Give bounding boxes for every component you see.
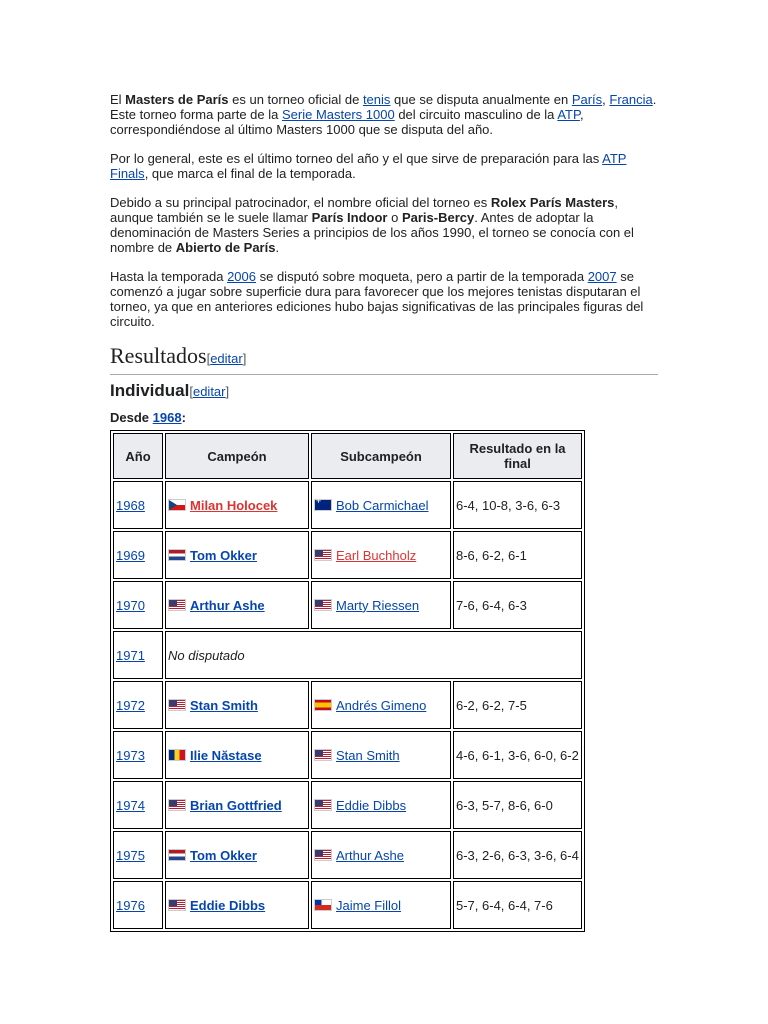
header-score: Resultado en la final xyxy=(453,433,582,479)
intro-paragraph-4 xyxy=(110,269,658,329)
table-row xyxy=(113,581,582,629)
runner-up-link[interactable]: Marty Riessen xyxy=(336,597,420,613)
score-cell: 6-3, 2-6, 6-3, 3-6, 6-4 xyxy=(453,831,582,879)
year-cell xyxy=(113,481,163,529)
runner-up-cell xyxy=(311,581,451,629)
champion-cell xyxy=(165,531,309,579)
text: es un torneo oficial de xyxy=(228,92,363,107)
year-link[interactable]: 1974 xyxy=(116,797,145,813)
header-year: Año xyxy=(113,433,163,479)
score-cell: 8-6, 6-2, 6-1 xyxy=(453,531,582,579)
text: Debido a su principal patrocinador, el nombre oficial del torneo es xyxy=(110,195,491,210)
champion-cell xyxy=(165,731,309,779)
runner-up-cell xyxy=(311,481,451,529)
year-link[interactable]: 1969 xyxy=(116,547,145,563)
flag-icon xyxy=(314,799,332,811)
bracket: [ xyxy=(206,351,211,366)
text: que se disputa anualmente en xyxy=(390,92,572,107)
champion-cell xyxy=(165,781,309,829)
year-cell xyxy=(113,881,163,929)
subsection-title: Individual xyxy=(110,381,190,400)
edit-link[interactable]: editar xyxy=(210,351,243,366)
text: : xyxy=(181,410,186,425)
intro-paragraph-3 xyxy=(110,195,658,255)
header-runner-up: Subcampeón xyxy=(311,433,451,479)
year-link[interactable]: 1976 xyxy=(116,897,145,913)
runner-up-link[interactable]: Arthur Ashe xyxy=(336,847,404,863)
tournament-name: Masters de París xyxy=(125,92,229,107)
text: . Este torneo forma parte de la xyxy=(110,92,657,122)
champion-cell xyxy=(165,581,309,629)
score-cell: 4-6, 6-1, 3-6, 6-0, 6-2 xyxy=(453,731,582,779)
year-cell xyxy=(113,581,163,629)
flag-icon xyxy=(314,849,332,861)
score-cell: 5-7, 6-4, 6-4, 7-6 xyxy=(453,881,582,929)
link-2006[interactable]: 2006 xyxy=(227,269,256,284)
section-title: Resultados xyxy=(110,343,207,368)
runner-up-cell xyxy=(311,781,451,829)
table-row xyxy=(113,631,582,679)
intro-paragraph-2 xyxy=(110,151,658,181)
since-label xyxy=(110,410,658,426)
link-1968[interactable]: 1968 xyxy=(152,410,182,425)
year-cell xyxy=(113,681,163,729)
edit-subsection xyxy=(189,384,229,399)
year-cell xyxy=(113,731,163,779)
table-row xyxy=(113,531,582,579)
table-row xyxy=(113,781,582,829)
champion-link[interactable]: Brian Gottfried xyxy=(190,797,282,813)
edit-link[interactable]: editar xyxy=(192,384,226,399)
results-table xyxy=(110,430,585,932)
table-row xyxy=(113,681,582,729)
runner-up-cell xyxy=(311,531,451,579)
flag-icon xyxy=(314,749,332,761)
year-link[interactable]: 1971 xyxy=(116,647,145,663)
text: El xyxy=(110,92,126,107)
text: Desde xyxy=(110,410,153,425)
year-link[interactable]: 1972 xyxy=(116,697,145,713)
link-tenis[interactable]: tenis xyxy=(362,92,391,107)
flag-icon xyxy=(168,749,186,761)
text: , aunque también se le suele llamar xyxy=(110,195,619,225)
year-cell xyxy=(113,831,163,879)
champion-cell xyxy=(165,881,309,929)
text: Hasta la temporada xyxy=(110,269,228,284)
champion-link[interactable]: Tom Okker xyxy=(190,547,257,563)
year-cell xyxy=(113,781,163,829)
text: Por lo general, este es el último torneo del año y el que sirve de preparación para las xyxy=(110,151,603,166)
year-cell xyxy=(113,631,163,679)
champion-cell xyxy=(165,681,309,729)
year-link[interactable]: 1968 xyxy=(116,497,145,513)
champion-link[interactable]: Eddie Dibbs xyxy=(190,897,266,913)
text: . Antes de adoptar la denominación de Masters Series a principios de los años 1990, el torneo se conocía con el nombre de xyxy=(110,210,634,255)
champion-link[interactable]: Ilie Năstase xyxy=(190,747,262,763)
champion-cell xyxy=(165,831,309,879)
flag-icon xyxy=(168,599,186,611)
flag-icon xyxy=(314,899,332,911)
champion-link[interactable]: Milan Holocek xyxy=(190,497,278,513)
text: , correspondiéndose al último Masters 1000 que se disputa del año. xyxy=(110,107,584,137)
flag-icon xyxy=(314,699,332,711)
flag-icon xyxy=(168,549,186,561)
bold-text: Abierto de París xyxy=(175,240,276,255)
table-row xyxy=(113,481,582,529)
flag-icon xyxy=(168,849,186,861)
runner-up-link[interactable]: Stan Smith xyxy=(336,747,400,763)
text: . xyxy=(275,240,280,255)
link-2007[interactable]: 2007 xyxy=(587,269,617,284)
flag-icon xyxy=(314,549,332,561)
link-serie-masters-1000[interactable]: Serie Masters 1000 xyxy=(281,107,395,122)
link-atp-finals[interactable]: ATP Finals xyxy=(110,151,627,181)
runner-up-cell xyxy=(311,681,451,729)
flag-icon xyxy=(314,599,332,611)
runner-up-cell xyxy=(311,731,451,779)
text: o xyxy=(387,210,402,225)
score-cell: 6-2, 6-2, 7-5 xyxy=(453,681,582,729)
runner-up-link[interactable]: Earl Buchholz xyxy=(336,547,417,563)
bracket: ] xyxy=(225,384,230,399)
text: se disputó sobre moqueta, pero a partir de la temporada xyxy=(256,269,588,284)
flag-icon xyxy=(168,899,186,911)
flag-icon xyxy=(168,799,186,811)
article-body xyxy=(110,92,658,426)
bold-text: Rolex París Masters xyxy=(490,195,615,210)
text: del circuito masculino de la xyxy=(394,107,558,122)
subsection-heading-individual xyxy=(110,381,658,402)
text: , que marca el final de la temporada. xyxy=(144,166,356,181)
table-row xyxy=(113,881,582,929)
runner-up-link[interactable]: Andrés Gimeno xyxy=(336,697,427,713)
bracket: ] xyxy=(242,351,247,366)
year-link[interactable]: 1975 xyxy=(116,847,145,863)
bracket: [ xyxy=(189,384,193,399)
link-francia[interactable]: Francia xyxy=(609,92,653,107)
intro-paragraph-1 xyxy=(110,92,658,137)
score-cell: 6-4, 10-8, 3-6, 6-3 xyxy=(453,481,582,529)
runner-up-cell xyxy=(311,881,451,929)
table-row xyxy=(113,831,582,879)
bold-text: París Indoor xyxy=(311,210,388,225)
year-link[interactable]: 1970 xyxy=(116,597,145,613)
bold-text: Paris-Bercy xyxy=(401,210,475,225)
champion-link[interactable]: Tom Okker xyxy=(190,847,257,863)
runner-up-link[interactable]: Bob Carmichael xyxy=(336,497,429,513)
flag-icon xyxy=(314,499,332,511)
flag-icon xyxy=(168,499,186,511)
year-link[interactable]: 1973 xyxy=(116,747,145,763)
runner-up-cell xyxy=(311,831,451,879)
runner-up-link[interactable]: Jaime Fillol xyxy=(336,897,402,913)
score-cell: 7-6, 6-4, 6-3 xyxy=(453,581,582,629)
header-champion: Campeón xyxy=(165,433,309,479)
table-row xyxy=(113,731,582,779)
link-atp[interactable]: ATP xyxy=(557,107,580,122)
runner-up-link[interactable]: Eddie Dibbs xyxy=(336,797,407,813)
not-played-cell: No disputado xyxy=(165,631,582,679)
section-heading-resultados xyxy=(110,343,658,375)
score-cell: 6-3, 5-7, 8-6, 6-0 xyxy=(453,781,582,829)
year-cell xyxy=(113,531,163,579)
champion-cell xyxy=(165,481,309,529)
table-header-row xyxy=(113,433,582,479)
flag-icon xyxy=(168,699,186,711)
text: , xyxy=(602,92,610,107)
edit-section xyxy=(207,351,247,366)
champion-link[interactable]: Arthur Ashe xyxy=(190,597,265,613)
text: se comenzó a jugar sobre superficie dura para favorecer que los mejores tenistas disputaran el torneo, ya que en anteriores ediciones hubo bajas significativas de las principales figuras del circuito. xyxy=(110,269,644,329)
link-paris[interactable]: París xyxy=(571,92,603,107)
champion-link[interactable]: Stan Smith xyxy=(190,697,258,713)
